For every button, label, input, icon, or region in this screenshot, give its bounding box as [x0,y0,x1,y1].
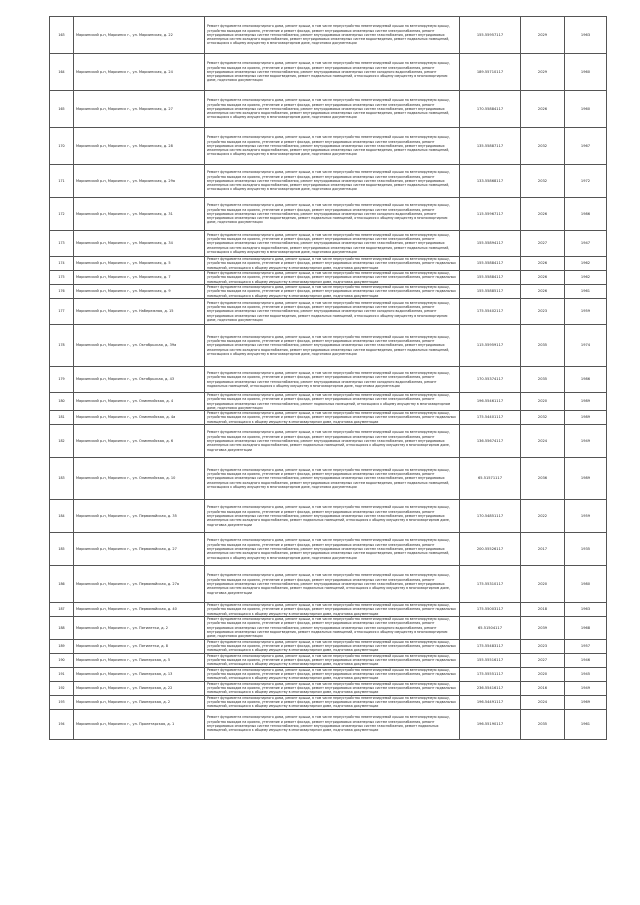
planned-year-cell: 2026 [521,271,565,285]
planned-year-cell: 2017 [521,533,565,566]
row-number: 181 [50,411,74,425]
cadastral-cell: 155.55885117 [460,285,521,299]
table-row [50,425,607,458]
capital-repair-table [49,16,607,740]
build-year-cell: 1969 [565,695,607,709]
build-year-cell: 1974 [565,325,607,367]
cadastral-cell: 196.54491117 [460,695,521,709]
works-cell: Ремонт фундамента многоквартирного дома, ремонт крыши, в том числе переустройство невентилируемой крыши на вентилируемую крышу, устройство выходов на кровлю, утепление и ремонт фасада, ремонт внутридомовых инженерных систем электроснабжения, ремонт подвальных помещений, относящихся к общему имуществу в многоквартирном доме, подготовка документации [205,411,460,425]
table-row [50,566,607,603]
planned-year-cell: 2032 [521,165,565,198]
works-cell: Ремонт фундамента многоквартирного дома, ремонт крыши, в том числе переустройство невентилируемой крыши на вентилируемую крышу, устройство выходов на кровлю, утепление и ремонт фасада, ремонт внутридомовых инженерных систем электроснабжения, ремонт подвальных помещений, относящихся к общему имуществу в многоквартирном доме, подготовка документации [205,639,460,653]
cadastral-cell: 115.55959117 [460,325,521,367]
works-cell: Ремонт фундамента многоквартирного дома, ремонт крыши, в том числе переустройство невентилируемой крыши на вентилируемую крышу, устройство выходов на кровлю, утепление и ремонт фасада, ремонт внутридомовых инженерных систем электроснабжения, ремонт внутридомовых инженерных систем теплоснабжения, ремонт подвальных помещений, относящихся к общему имуществу в многоквартирном доме, подготовка документации [205,393,460,411]
address-cell: Мариинский р-н, Мариинск г., ул. Мариинская, д. 34 [74,231,205,257]
cadastral-cell: 170.55374117 [460,367,521,393]
row-number: 164 [50,54,74,91]
table-row [50,54,607,91]
build-year-cell: 1960 [565,54,607,91]
planned-year-cell: 2026 [521,257,565,271]
row-number: 179 [50,367,74,393]
row-number: 172 [50,198,74,231]
address-cell: Мариинский р-н, Мариинск г., ул. Первомайская, д. 40 [74,603,205,617]
address-cell: Мариинский р-н, Мариинск г., ул. Мариинская, д. 9 [74,285,205,299]
row-number: 183 [50,458,74,500]
address-cell: Мариинский р-н, Мариинск г., ул. Пятилетки, д. 8 [74,639,205,653]
address-cell: Мариинский р-н, Мариинск г., ул. Пионерская, д. 22 [74,681,205,695]
works-cell: Ремонт фундамента многоквартирного дома, ремонт крыши, в том числе переустройство невентилируемой крыши на вентилируемую крышу, устройство выходов на кровлю, утепление и ремонт фасада, ремонт внутридомовых инженерных систем электроснабжения, ремонт внутридомовых инженерных систем теплоснабжения, ремонт внутридомовых инженерных систем газоснабжения, ремонт внутридомовых инженерных систем холодного водоснабжения, ремонт внутридомовых инженерных систем водоотведения, ремонт подвальных помещений, относящихся к общему имуществу в многоквартирном доме, подготовка документации [205,128,460,165]
address-cell: Мариинский р-н, Мариинск г., ул. Пионерская, д. 2 [74,695,205,709]
row-number: 163 [50,17,74,54]
cadastral-cell: 175.55003117 [460,603,521,617]
works-cell: Ремонт фундамента многоквартирного дома, ремонт крыши, в том числе переустройство невентилируемой крыши на вентилируемую крышу, устройство выходов на кровлю, утепление и ремонт фасада, ремонт внутридомовых инженерных систем электроснабжения, ремонт подвальных помещений, относящихся к общему имуществу в многоквартирном доме, подготовка документации [205,285,460,299]
works-cell: Ремонт фундамента многоквартирного дома, ремонт крыши, в том числе переустройство невентилируемой крыши на вентилируемую крышу, устройство выходов на кровлю, утепление и ремонт фасада, ремонт внутридомовых инженерных систем электроснабжения, ремонт внутридомовых инженерных систем теплоснабжения, ремонт внутридомовых инженерных систем газоснабжения, ремонт внутридомовых инженерных систем холодного водоснабжения, ремонт внутридомовых инженерных систем водоотведения, ремонт подвальных помещений, относящихся к общему имуществу в многоквартирном доме, подготовка документации [205,458,460,500]
row-number: 177 [50,299,74,325]
row-number: 191 [50,667,74,681]
planned-year-cell: 2026 [521,285,565,299]
table-row [50,533,607,566]
table-row [50,603,607,617]
works-cell: Ремонт фундамента многоквартирного дома, ремонт крыши, в том числе переустройство невентилируемой крыши на вентилируемую крышу, устройство выходов на кровлю, утепление и ремонт фасада, ремонт внутридомовых инженерных систем электроснабжения, ремонт внутридомовых инженерных систем теплоснабжения, ремонт внутридомовых инженерных систем газоснабжения, ремонт внутридомовых инженерных систем холодного водоснабжения, ремонт внутридомовых инженерных систем водоотведения, ремонт подвальных помещений, относящихся к общему имуществу в многоквартирном доме, подготовка документации [205,325,460,367]
cadastral-cell: 155.55894117 [460,231,521,257]
table-row [50,128,607,165]
works-cell: Ремонт фундамента многоквартирного дома, ремонт крыши, в том числе переустройство невентилируемой крыши на вентилируемую крышу, устройство выходов на кровлю, утепление и ремонт фасада, ремонт внутридомовых инженерных систем электроснабжения, ремонт внутридомовых инженерных систем теплоснабжения, ремонт внутридомовых инженерных систем газоснабжения, ремонт внутридомовых инженерных систем холодного водоснабжения, ремонт подвальных помещений, относящихся к общему имуществу в многоквартирном доме, подготовка документации [205,500,460,533]
planned-year-cell: 2020 [521,566,565,603]
row-number: 190 [50,653,74,667]
planned-year-cell: 2027 [521,653,565,667]
table-row [50,639,607,653]
works-cell: Ремонт фундамента многоквартирного дома, ремонт крыши, в том числе переустройство невентилируемой крыши на вентилируемую крышу, устройство выходов на кровлю, утепление и ремонт фасада, ремонт внутридомовых инженерных систем электроснабжения, ремонт внутридомовых инженерных систем теплоснабжения, ремонт внутридомовых инженерных систем газоснабжения, ремонт внутридомовых инженерных систем холодного водоснабжения, ремонт внутридомовых инженерных систем водоотведения, ремонт подвальных помещений, относящихся к общему имуществу в многоквартирном доме, подготовка документации [205,91,460,128]
planned-year-cell: 2020 [521,667,565,681]
planned-year-cell: 2024 [521,695,565,709]
planned-year-cell: 2032 [521,411,565,425]
build-year-cell: 1947 [565,231,607,257]
build-year-cell: 1935 [565,533,607,566]
table-row [50,285,607,299]
build-year-cell: 1961 [565,709,607,739]
planned-year-cell: 2023 [521,299,565,325]
row-number: 175 [50,271,74,285]
planned-year-cell: 2029 [521,54,565,91]
address-cell: Мариинский р-н, Мариинск г., ул. Мариинская, д. 24 [74,54,205,91]
cadastral-cell: 196.55461117 [460,393,521,411]
address-cell: Мариинский р-н, Мариинск г., ул. Пролетарская, д. 1 [74,709,205,739]
table-row [50,231,607,257]
address-cell: Мариинский р-н, Мариинск г., ул. Мариинская, д. 31 [74,198,205,231]
table-row [50,458,607,500]
build-year-cell: 1963 [565,17,607,54]
planned-year-cell: 2035 [521,325,565,367]
works-cell: Ремонт фундамента многоквартирного дома, ремонт крыши, в том числе переустройство невентилируемой крыши на вентилируемую крышу, устройство выходов на кровлю, утепление и ремонт фасада, ремонт внутридомовых инженерных систем электроснабжения, ремонт подвальных помещений, относящихся к общему имуществу в многоквартирном доме, подготовка документации [205,603,460,617]
build-year-cell: 1962 [565,271,607,285]
row-number: 184 [50,500,74,533]
planned-year-cell: 2035 [521,367,565,393]
cadastral-cell: 236.55416117 [460,681,521,695]
address-cell: Мариинский р-н, Мариинск г., ул. Олимпийская, д. 6 [74,425,205,458]
address-cell: Мариинский р-н, Мариинск г., ул. Пионерская, д. 5 [74,653,205,667]
address-cell: Мариинский р-н, Мариинск г., ул. Мариинская, д. 27 [74,91,205,128]
address-cell: Мариинский р-н, Мариинск г., ул. Октябрьская, д. 43 [74,367,205,393]
planned-year-cell: 2020 [521,393,565,411]
address-cell: Мариинский р-н, Мариинск г., ул. Олимпийская, д. 4 [74,393,205,411]
works-cell: Ремонт фундамента многоквартирного дома, ремонт крыши, в том числе переустройство невентилируемой крыши на вентилируемую крышу, устройство выходов на кровлю, утепление и ремонт фасада, ремонт внутридомовых инженерных систем электроснабжения, ремонт внутридомовых инженерных систем теплоснабжения, ремонт внутридомовых инженерных систем газоснабжения, ремонт внутридомовых инженерных систем холодного водоснабжения, ремонт подвальных помещений, относящихся к общему имуществу в многоквартирном доме, подготовка документации [205,566,460,603]
cadastral-cell: 175.55402117 [460,299,521,325]
works-cell: Ремонт фундамента многоквартирного дома, ремонт крыши, в том числе переустройство невентилируемой крыши на вентилируемую крышу, устройство выходов на кровлю, утепление и ремонт фасада, ремонт внутридомовых инженерных систем электроснабжения, ремонт внутридомовых инженерных систем теплоснабжения, ремонт внутридомовых инженерных систем газоснабжения, ремонт внутридомовых инженерных систем холодного водоснабжения, ремонт подвальных помещений, относящихся к общему имуществу в многоквартирном доме, подготовка документации [205,425,460,458]
address-cell: Мариинский р-н, Мариинск г., ул. Пятилетки, д. 2 [74,617,205,639]
row-number: 187 [50,603,74,617]
table-row [50,367,607,393]
build-year-cell: 1957 [565,639,607,653]
address-cell: Мариинский р-н, Мариинск г., ул. Первомайская, д. 27 [74,533,205,566]
address-cell: Мариинский р-н, Мариинск г., ул. Первомайская, д. 27а [74,566,205,603]
works-cell: Ремонт фундамента многоквартирного дома, ремонт крыши, в том числе переустройство невентилируемой крыши на вентилируемую крышу, устройство выходов на кровлю, утепление и ремонт фасада, ремонт внутридомовых инженерных систем электроснабжения, ремонт внутридомовых инженерных систем теплоснабжения, ремонт внутридомовых инженерных систем холодного водоснабжения, ремонт внутридомовых инженерных систем водоотведения, ремонт подвальных помещений, относящихся к общему имуществу в многоквартирном доме, подготовка документации [205,299,460,325]
planned-year-cell: 2016 [521,681,565,695]
table-row [50,393,607,411]
works-cell: Ремонт фундамента многоквартирного дома, ремонт крыши, в том числе переустройство невентилируемой крыши на вентилируемую крышу, устройство выходов на кровлю, утепление и ремонт фасада, ремонт внутридомовых инженерных систем электроснабжения, ремонт внутридомовых инженерных систем теплоснабжения, ремонт внутридомовых инженерных систем газоснабжения, ремонт внутридомовых инженерных систем холодного водоснабжения, ремонт внутридомовых инженерных систем водоотведения, ремонт подвальных помещений, относящихся к общему имуществу в многоквартирном доме, подготовка документации [205,231,460,257]
cadastral-cell: 170.55884117 [460,91,521,128]
planned-year-cell: 2032 [521,128,565,165]
address-cell: Мариинский р-н, Мариинск г., ул. Первомайская, д. 35 [74,500,205,533]
build-year-cell: 1967 [565,128,607,165]
cadastral-cell: 175.54401117 [460,411,521,425]
works-cell: Ремонт фундамента многоквартирного дома, ремонт крыши, в том числе переустройство невентилируемой крыши на вентилируемую крышу, устройство выходов на кровлю, утепление и ремонт фасада, ремонт внутридомовых инженерных систем электроснабжения, ремонт внутридомовых инженерных систем теплоснабжения, ремонт внутридомовых инженерных систем холодного водоснабжения, ремонт внутридомовых инженерных систем водоотведения, ремонт подвальных помещений, относящихся к общему имуществу в многоквартирном доме, подготовка документации [205,54,460,91]
row-number: 192 [50,681,74,695]
build-year-cell: 1960 [565,91,607,128]
cadastral-cell: 189.55710117 [460,54,521,91]
address-cell: Мариинский р-н, Мариинск г., ул. Мариинская, д. 5 [74,257,205,271]
cadastral-cell: 175.55483117 [460,639,521,653]
build-year-cell: 1946 [565,653,607,667]
build-year-cell: 1972 [565,165,607,198]
planned-year-cell: 2027 [521,231,565,257]
build-year-cell: 1959 [565,299,607,325]
table-row [50,411,607,425]
row-number: 170 [50,128,74,165]
table-row [50,617,607,639]
table-row [50,257,607,271]
planned-year-cell: 2026 [521,91,565,128]
address-cell: Мариинский р-н, Мариинск г., ул. Мариинская, д. 29а [74,165,205,198]
works-cell: Ремонт фундамента многоквартирного дома, ремонт крыши, в том числе переустройство невентилируемой крыши на вентилируемую крышу, устройство выходов на кровлю, утепление и ремонт фасада, ремонт внутридомовых инженерных систем электроснабжения, ремонт подвальных помещений, относящихся к общему имуществу в многоквартирном доме, подготовка документации [205,681,460,695]
cadastral-cell: 170.54851117 [460,500,521,533]
planned-year-cell: 2022 [521,500,565,533]
table-row [50,709,607,739]
build-year-cell: 1986 [565,367,607,393]
address-cell: Мариинский р-н, Мариинск г., ул. Набережная, д. 15 [74,299,205,325]
works-cell: Ремонт фундамента многоквартирного дома, ремонт крыши, в том числе переустройство невентилируемой крыши на вентилируемую крышу, устройство выходов на кровлю, утепление и ремонт фасада, ремонт внутридомовых инженерных систем электроснабжения, ремонт внутридомовых инженерных систем теплоснабжения, ремонт внутридомовых инженерных систем газоснабжения, ремонт внутридомовых инженерных систем холодного водоснабжения, ремонт внутридомовых инженерных систем водоотведения, ремонт подвальных помещений, относящихся к общему имуществу в многоквартирном доме, подготовка документации [205,165,460,198]
table-row [50,17,607,54]
cadastral-cell: 65.51504117 [460,617,521,639]
cadastral-cell: 175.55551117 [460,667,521,681]
cadastral-cell: 136.55674117 [460,425,521,458]
address-cell: Мариинский р-н, Мариинск г., ул. Мариинская, д. 22 [74,17,205,54]
cadastral-cell: 155.55884117 [460,257,521,271]
works-cell: Ремонт фундамента многоквартирного дома, ремонт крыши, в том числе переустройство невентилируемой крыши на вентилируемую крышу, устройство выходов на кровлю, утепление и ремонт фасада, ремонт внутридомовых инженерных систем электроснабжения, ремонт подвальных помещений, относящихся к общему имуществу в многоквартирном доме, подготовка документации [205,667,460,681]
row-number: 178 [50,325,74,367]
cadastral-cell: 115.55967117 [460,198,521,231]
table-row [50,653,607,667]
works-cell: Ремонт фундамента многоквартирного дома, ремонт крыши, в том числе переустройство невентилируемой крыши на вентилируемую крышу, устройство выходов на кровлю, утепление и ремонт фасада, ремонт внутридомовых инженерных систем электроснабжения, ремонт подвальных помещений, относящихся к общему имуществу в многоквартирном доме, подготовка документации [205,695,460,709]
build-year-cell: 1961 [565,285,607,299]
build-year-cell: 1949 [565,425,607,458]
row-number: 174 [50,257,74,271]
table-row [50,271,607,285]
cadastral-cell: 155.55884117 [460,271,521,285]
cadastral-cell: 175.55310117 [460,566,521,603]
works-cell: Ремонт фундамента многоквартирного дома, ремонт крыши, в том числе переустройство невентилируемой крыши на вентилируемую крышу, устройство выходов на кровлю, утепление и ремонт фасада, ремонт внутридомовых инженерных систем электроснабжения, ремонт внутридомовых инженерных систем теплоснабжения, ремонт внутридомовых инженерных систем холодного водоснабжения, ремонт внутридомовых инженерных систем водоотведения, ремонт подвальных помещений, относящихся к общему имуществу в многоквартирном доме, подготовка документации [205,198,460,231]
build-year-cell: 1968 [565,617,607,639]
build-year-cell: 1945 [565,667,607,681]
cadastral-cell: 196.55190117 [460,709,521,739]
works-cell: Ремонт фундамента многоквартирного дома, ремонт крыши, в том числе переустройство невентилируемой крыши на вентилируемую крышу, устройство выходов на кровлю, утепление и ремонт фасада, ремонт внутридомовых инженерных систем электроснабжения, ремонт внутридомовых инженерных систем теплоснабжения, ремонт внутридомовых инженерных систем холодного водоснабжения, ремонт внутридомовых инженерных систем водоотведения, ремонт подвальных помещений, относящихся к общему имуществу в многоквартирном доме, подготовка документации [205,617,460,639]
works-cell: Ремонт фундамента многоквартирного дома, ремонт крыши, в том числе переустройство невентилируемой крыши на вентилируемую крышу, устройство выходов на кровлю, утепление и ремонт фасада, ремонт внутридомовых инженерных систем электроснабжения, ремонт подвальных помещений, относящихся к общему имуществу в многоквартирном доме, подготовка документации [205,271,460,285]
address-cell: Мариинский р-н, Мариинск г., ул. Мариинская, д. 28 [74,128,205,165]
row-number: 189 [50,639,74,653]
table-row [50,299,607,325]
address-cell: Мариинский р-н, Мариинск г., ул. Октябрьская, д. 39а [74,325,205,367]
build-year-cell: 1949 [565,681,607,695]
planned-year-cell: 2036 [521,458,565,500]
address-cell: Мариинский р-н, Мариинск г., ул. Олимпийская, д. 10 [74,458,205,500]
cadastral-cell: 200.55526117 [460,533,521,566]
planned-year-cell: 2023 [521,639,565,653]
row-number: 193 [50,695,74,709]
row-number: 165 [50,91,74,128]
table-row [50,198,607,231]
table-row [50,91,607,128]
table-row [50,667,607,681]
row-number: 194 [50,709,74,739]
build-year-cell: 1989 [565,411,607,425]
address-cell: Мариинский р-н, Мариинск г., ул. Олимпийская, д. 4а [74,411,205,425]
row-number: 185 [50,533,74,566]
cadastral-cell: 65.51571117 [460,458,521,500]
row-number: 173 [50,231,74,257]
works-cell: Ремонт фундамента многоквартирного дома, ремонт крыши, в том числе переустройство невентилируемой крыши на вентилируемую крышу, устройство выходов на кровлю, утепление и ремонт фасада, ремонт внутридомовых инженерных систем электроснабжения, ремонт внутридомовых инженерных систем теплоснабжения, ремонт внутридомовых инженерных систем газоснабжения, ремонт внутридомовых инженерных систем холодного водоснабжения, ремонт внутридомовых инженерных систем водоотведения, ремонт подвальных помещений, относящихся к общему имуществу в многоквартирном доме, подготовка документации [205,533,460,566]
table-row [50,695,607,709]
table-row [50,325,607,367]
cadastral-cell: 135.55887117 [460,128,521,165]
build-year-cell: 1986 [565,198,607,231]
planned-year-cell: 2029 [521,17,565,54]
address-cell: Мариинский р-н, Мариинск г., ул. Пионерская, д. 13 [74,667,205,681]
cadastral-cell: 155.55957117 [460,17,521,54]
works-cell: Ремонт фундамента многоквартирного дома, ремонт крыши, в том числе переустройство невентилируемой крыши на вентилируемую крышу, устройство выходов на кровлю, утепление и ремонт фасада, ремонт внутридомовых инженерных систем электроснабжения, ремонт внутридомовых инженерных систем теплоснабжения, ремонт внутридомовых инженерных систем холодного водоснабжения, ремонт подвальных помещений, относящихся к общему имуществу в многоквартирном доме, подготовка документации [205,367,460,393]
cadastral-cell: 155.55516117 [460,653,521,667]
document-page [49,16,606,740]
row-number: 182 [50,425,74,458]
table-row [50,165,607,198]
build-year-cell: 1963 [565,603,607,617]
planned-year-cell: 2035 [521,709,565,739]
planned-year-cell: 2026 [521,198,565,231]
build-year-cell: 1989 [565,393,607,411]
row-number: 188 [50,617,74,639]
row-number: 180 [50,393,74,411]
row-number: 186 [50,566,74,603]
cadastral-cell: 133.55868117 [460,165,521,198]
address-cell: Мариинский р-н, Мариинск г., ул. Мариинская, д. 7 [74,271,205,285]
row-number: 171 [50,165,74,198]
works-cell: Ремонт фундамента многоквартирного дома, ремонт крыши, в том числе переустройство невентилируемой крыши на вентилируемую крышу, устройство выходов на кровлю, утепление и ремонт фасада, ремонт внутридомовых инженерных систем электроснабжения, ремонт внутридомовых инженерных систем теплоснабжения, ремонт внутридомовых инженерных систем газоснабжения, ремонт подвальных помещений, относящихся к общему имуществу в многоквартирном доме, подготовка документации [205,709,460,739]
build-year-cell: 1962 [565,257,607,271]
planned-year-cell: 2024 [521,425,565,458]
row-number: 176 [50,285,74,299]
table-row [50,681,607,695]
planned-year-cell: 2039 [521,617,565,639]
build-year-cell: 1989 [565,458,607,500]
build-year-cell: 1959 [565,500,607,533]
works-cell: Ремонт фундамента многоквартирного дома, ремонт крыши, в том числе переустройство невентилируемой крыши на вентилируемую крышу, устройство выходов на кровлю, утепление и ремонт фасада, ремонт внутридомовых инженерных систем электроснабжения, ремонт подвальных помещений, относящихся к общему имуществу в многоквартирном доме, подготовка документации [205,257,460,271]
build-year-cell: 1980 [565,566,607,603]
works-cell: Ремонт фундамента многоквартирного дома, ремонт крыши, в том числе переустройство невентилируемой крыши на вентилируемую крышу, устройство выходов на кровлю, утепление и ремонт фасада, ремонт внутридомовых инженерных систем электроснабжения, ремонт внутридомовых инженерных систем теплоснабжения, ремонт внутридомовых инженерных систем газоснабжения, ремонт внутридомовых инженерных систем холодного водоснабжения, ремонт внутридомовых инженерных систем водоотведения, ремонт подвальных помещений, относящихся к общему имуществу в многоквартирном доме, подготовка документации [205,17,460,54]
table-row [50,500,607,533]
works-cell: Ремонт фундамента многоквартирного дома, ремонт крыши, в том числе переустройство невентилируемой крыши на вентилируемую крышу, устройство выходов на кровлю, утепление и ремонт фасада, ремонт внутридомовых инженерных систем электроснабжения, ремонт подвальных помещений, относящихся к общему имуществу в многоквартирном доме, подготовка документации [205,653,460,667]
planned-year-cell: 2018 [521,603,565,617]
